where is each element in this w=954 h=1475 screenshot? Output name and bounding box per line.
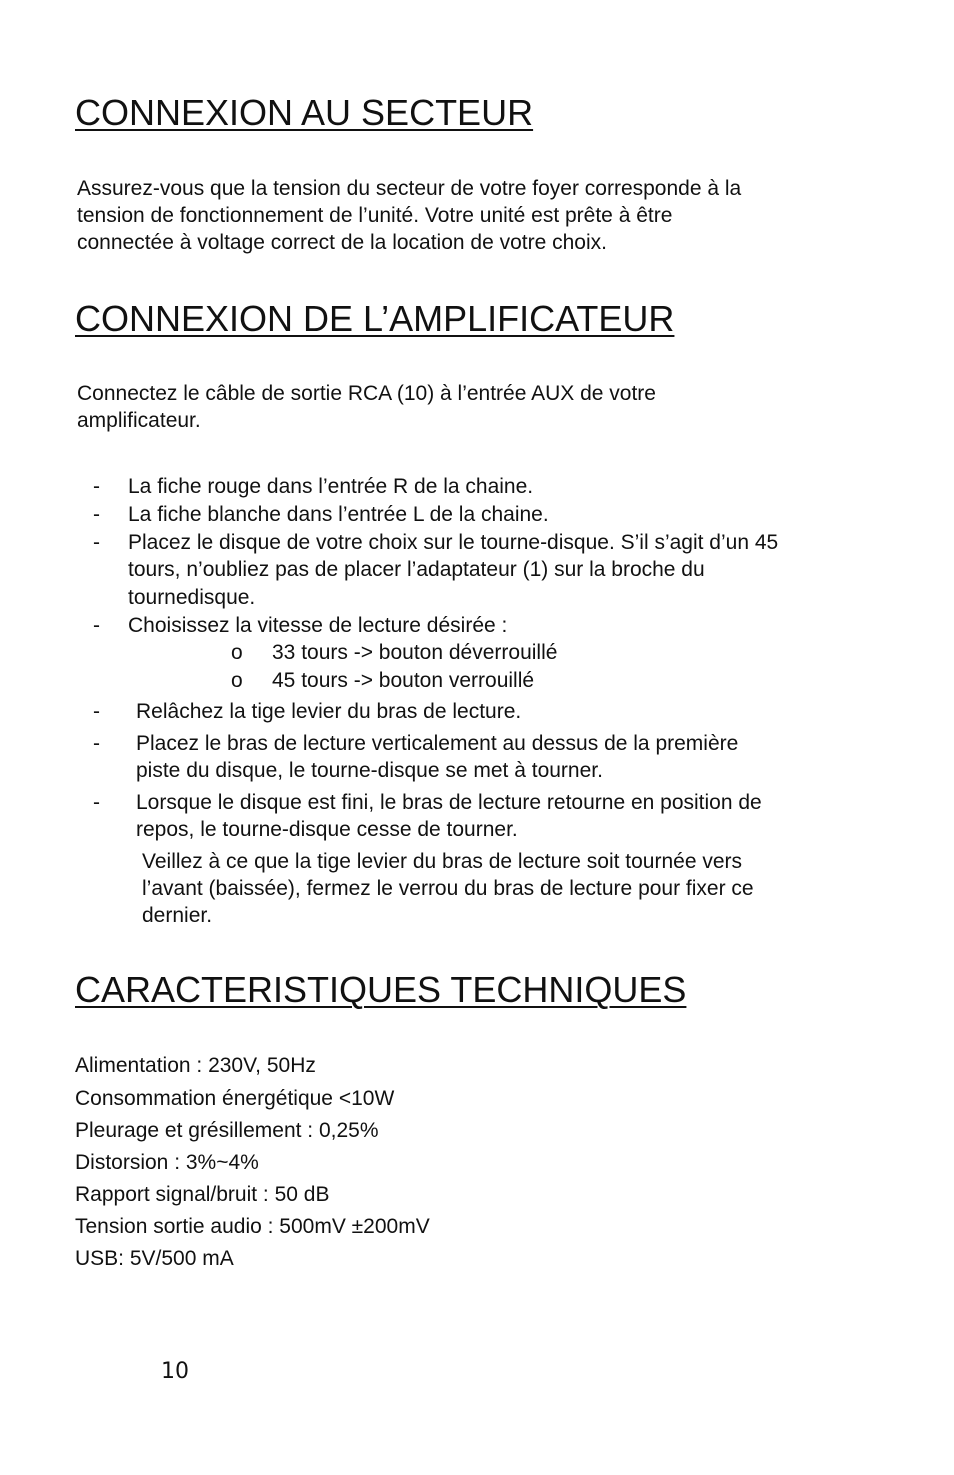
spec-item: Tension sortie audio : 500mV ±200mV <box>75 1215 430 1238</box>
ampli-intro-line-1: Connectez le câble de sortie RCA (10) à l’entrée AUX de votre <box>77 382 656 405</box>
sub-bullet-marker: o <box>231 669 243 692</box>
bullet-marker: - <box>93 700 100 723</box>
bullet-text: Lorsque le disque est fini, le bras de lecture retourne en position de <box>136 791 762 814</box>
bullet-marker: - <box>93 503 100 526</box>
heading-connexion-secteur: CONNEXION AU SECTEUR <box>75 92 534 133</box>
spec-item: Consommation énergétique <10W <box>75 1087 395 1110</box>
heading-caracteristiques-techniques: CARACTERISTIQUES TECHNIQUES <box>75 969 687 1010</box>
secteur-text-line-2: tension de fonctionnement de l’unité. Votre unité est prête à être <box>77 204 673 227</box>
bullet-marker: - <box>93 732 100 755</box>
sub-bullet-text: 33 tours -> bouton déverrouillé <box>272 641 558 664</box>
secteur-text-line-1: Assurez-vous que la tension du secteur de votre foyer corresponde à la <box>77 177 742 200</box>
bullet-text: tournedisque. <box>128 586 256 609</box>
bullet-text: Placez le bras de lecture verticalement au dessus de la première <box>136 732 739 755</box>
ampli-intro-line-2: amplificateur. <box>77 409 201 432</box>
spec-item: Pleurage et grésillement : 0,25% <box>75 1119 379 1142</box>
bullet-text: Relâchez la tige levier du bras de lecture. <box>136 700 522 723</box>
bullet-marker: - <box>93 475 100 498</box>
bullet-text: piste du disque, le tourne-disque se met à tourner. <box>136 759 603 782</box>
spec-item: Distorsion : 3%~4% <box>75 1151 259 1174</box>
bullet-text: La fiche rouge dans l’entrée R de la chaine. <box>128 475 534 498</box>
note-line-3: dernier. <box>142 904 213 927</box>
spec-item: USB: 5V/500 mA <box>75 1247 234 1270</box>
page-number: 10 <box>161 1359 189 1384</box>
bullet-text: tours, n’oubliez pas de placer l’adaptateur (1) sur la broche du <box>128 558 705 581</box>
sub-bullet-text: 45 tours -> bouton verrouillé <box>272 669 535 692</box>
bullet-text: La fiche blanche dans l’entrée L de la chaine. <box>128 503 549 526</box>
spec-item: Rapport signal/bruit : 50 dB <box>75 1183 330 1206</box>
bullet-marker: - <box>93 531 100 554</box>
sub-bullet-marker: o <box>231 641 243 664</box>
bullet-text: Placez le disque de votre choix sur le tourne-disque. S’il s’agit d’un 45 <box>128 531 779 554</box>
note-line-1: Veillez à ce que la tige levier du bras de lecture soit tournée vers <box>142 850 743 873</box>
heading-connexion-amplificateur: CONNEXION DE L’AMPLIFICATEUR <box>75 298 675 339</box>
secteur-text-line-3: connectée à voltage correct de la location de votre choix. <box>77 231 607 254</box>
bullet-marker: - <box>93 791 100 814</box>
spec-item: Alimentation : 230V, 50Hz <box>75 1054 316 1077</box>
note-line-2: l’avant (baissée), fermez le verrou du bras de lecture pour fixer ce <box>142 877 754 900</box>
bullet-text: repos, le tourne-disque cesse de tourner. <box>136 818 518 841</box>
bullet-marker: - <box>93 614 100 637</box>
bullet-text: Choisissez la vitesse de lecture désirée : <box>128 614 508 637</box>
